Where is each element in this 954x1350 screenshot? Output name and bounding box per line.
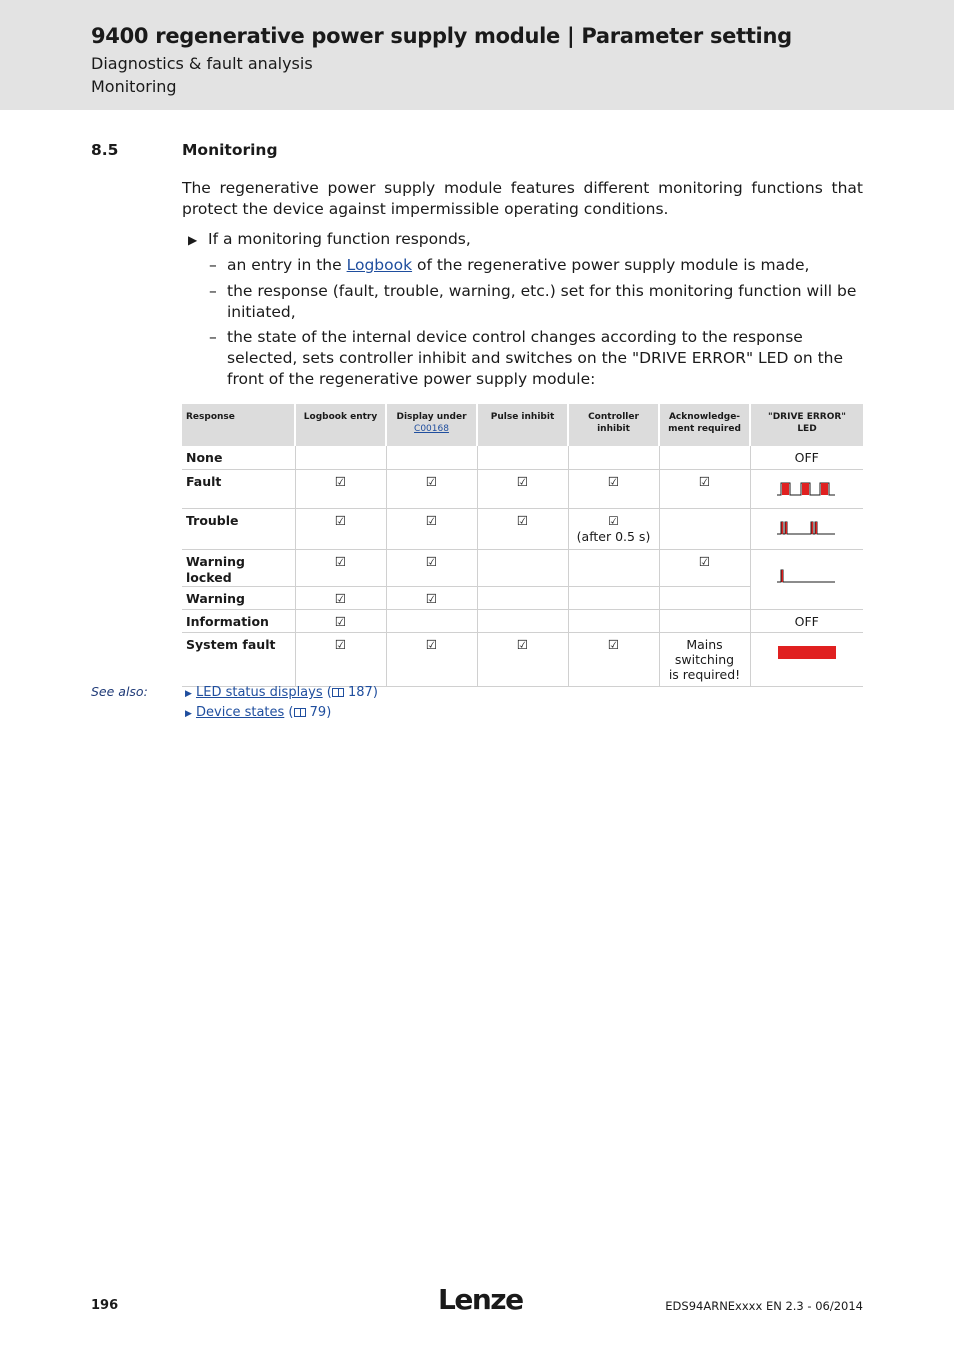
lenze-logo: Lenze (438, 1283, 523, 1316)
check-icon: ☑ (295, 586, 386, 609)
arrow-list-item (188, 229, 858, 251)
check-icon: ☑ (386, 549, 477, 586)
table-row (182, 508, 863, 549)
header-controller-inhibit: Controller inhibit (568, 404, 659, 446)
led-blink-warning-icon (777, 567, 837, 587)
dash-bullet: – (209, 328, 217, 346)
page-number: 196 (91, 1298, 119, 1313)
see-also-item: ▶ LED status displays ( 187) (185, 685, 378, 700)
table-row (182, 632, 863, 686)
check-icon: ☑ (568, 632, 659, 686)
led-blink-fault-icon (777, 480, 837, 500)
breadcrumb-section: Monitoring (91, 77, 177, 96)
arrow-item-text: If a monitoring function responds, (208, 230, 471, 248)
table-row (182, 549, 863, 586)
response-name: Fault (182, 469, 295, 508)
check-icon: ☑ (659, 469, 750, 508)
section-number: 8.5 (91, 141, 119, 159)
dash-bullet: – (209, 256, 217, 274)
check-icon: ☑ (608, 513, 619, 528)
intro-paragraph: The regenerative power supply module features different monitoring functions that protect the device against impermissible operating conditions. (182, 179, 863, 218)
header-acknowledge: Acknowledge- ment required (659, 404, 750, 446)
check-icon: ☑ (477, 632, 568, 686)
check-icon: ☑ (295, 632, 386, 686)
book-icon (294, 708, 306, 717)
check-icon: ☑ (659, 549, 750, 586)
page-ref[interactable]: 79 (309, 705, 327, 720)
check-icon: ☑ (295, 508, 386, 549)
check-icon: ☑ (386, 586, 477, 609)
device-states-link[interactable]: Device states (196, 705, 285, 720)
response-name: Trouble (182, 508, 295, 549)
c00168-link[interactable]: C00168 (414, 424, 449, 434)
mains-switching-note: Mains switching is required! (659, 632, 750, 686)
check-icon: ☑ (295, 549, 386, 586)
book-icon (332, 688, 344, 697)
logbook-link[interactable]: Logbook (346, 256, 413, 274)
led-state: OFF (750, 446, 863, 469)
check-icon: ☑ (386, 508, 477, 549)
table-header-row (182, 404, 863, 446)
header-pulse-inhibit: Pulse inhibit (477, 404, 568, 446)
document-title: 9400 regenerative power supply module | Parameter setting (91, 24, 792, 48)
check-icon: ☑ (295, 469, 386, 508)
led-status-displays-link[interactable]: LED status displays (196, 685, 323, 700)
check-icon: ☑ (568, 469, 659, 508)
check-icon: ☑ (477, 469, 568, 508)
header-response: Response (182, 404, 295, 446)
check-icon: ☑ (477, 508, 568, 549)
check-icon: ☑ (295, 609, 386, 632)
led-state: OFF (750, 609, 863, 632)
response-name: Information (182, 609, 295, 632)
response-name: Warning (182, 586, 295, 609)
led-pattern (750, 549, 863, 609)
document-reference: EDS94ARNExxxx EN 2.3 - 06/2014 (665, 1299, 863, 1313)
see-also-item: ▶ Device states ( 79) (185, 705, 332, 720)
header-display: Display under C00168 (386, 404, 477, 446)
triangle-bullet-icon: ▶ (185, 709, 192, 719)
led-on-steady-icon (777, 643, 837, 663)
header-drive-error-led: "DRIVE ERROR" LED (750, 404, 863, 446)
led-pattern (750, 632, 863, 686)
response-name: System fault (182, 632, 295, 686)
check-icon: ☑ (386, 632, 477, 686)
triangle-bullet-icon: ▶ (185, 689, 192, 699)
delay-note: (after 0.5 s) (576, 528, 651, 544)
led-blink-trouble-icon (777, 519, 837, 539)
header-logbook: Logbook entry (295, 404, 386, 446)
dash-bullet: – (209, 282, 217, 300)
led-pattern (750, 469, 863, 508)
check-icon: ☑ (386, 469, 477, 508)
response-table (182, 404, 863, 687)
table-row (182, 446, 863, 469)
breadcrumb-chapter: Diagnostics & fault analysis (91, 54, 313, 73)
led-pattern (750, 508, 863, 549)
response-name: Warning locked (182, 549, 295, 586)
table-row (182, 469, 863, 508)
page-ref[interactable]: 187 (347, 685, 373, 700)
see-also-label: See also: (91, 684, 148, 699)
table-row (182, 609, 863, 632)
response-name: None (182, 446, 295, 469)
section-title: Monitoring (182, 141, 278, 159)
arrow-bullet-icon: ▶ (188, 233, 198, 247)
